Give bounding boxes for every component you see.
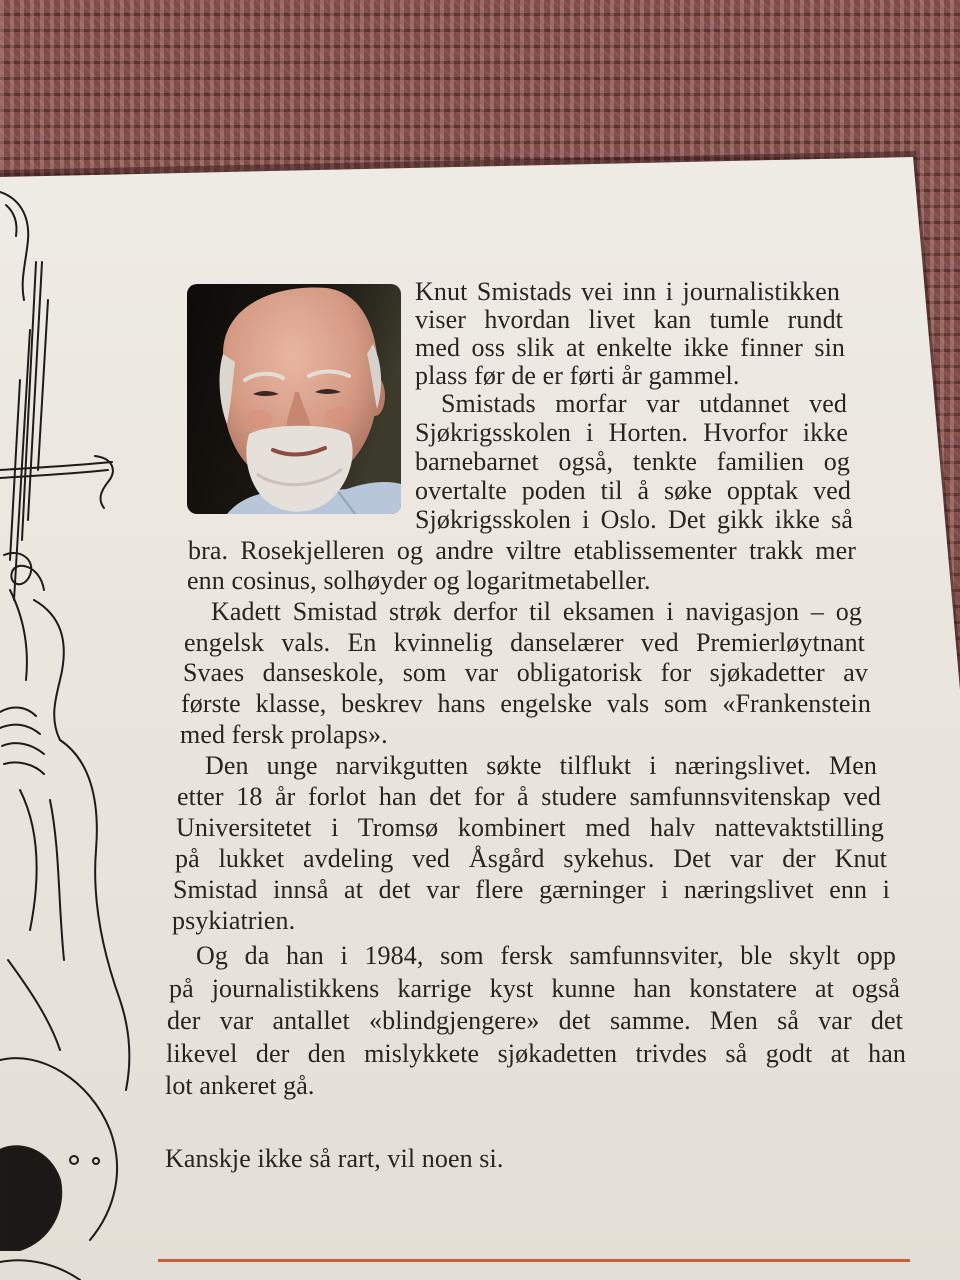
text-line: engelsk vals. En kvinnelig danselærer ved Premierløytnant [184,628,865,657]
text-line: Sjøkrigsskolen i Horten. Hvorfor ikke [415,418,848,447]
text-line: Smistads morfar var utdannet ved [441,389,847,418]
text-line: plass før de er førti år gammel. [415,361,740,390]
text-line: Kadett Smistad strøk derfor til eksamen i navigasjon – og [211,597,862,626]
text-line: Universitetet i Tromsø kombinert med halv nattevaktstilling [176,813,884,842]
text-line: Sjøkrigsskolen i Oslo. Det gikk ikke så [415,505,853,534]
text-line: enn cosinus, solhøyder og logaritmetabeller. [187,566,651,595]
text-line: Den unge narvikgutten søkte tilflukt i næringslivet. Men [205,751,877,780]
text-line: Smistad innså at det var flere gærninger i næringslivet enn i [173,875,890,904]
orange-rule [158,1259,910,1262]
text-line: bra. Rosekjelleren og andre viltre etablissementer trakk mer [188,536,856,565]
text-line: Og da han i 1984, som fersk samfunnsviter, ble skylt opp [196,941,896,970]
closing-line: Kanskje ikke så rart, vil noen si. [165,1144,504,1173]
text-line: overtalte poden til å søke opptak ved [415,476,851,505]
text-line: første klasse, beskrev hans engelske vals som «Frankenstein [181,689,871,718]
text-line: etter 18 år forlot han det for å studere samfunnsvitenskap ved [177,782,881,811]
text-line: med oss slik at enkelte ikke finner sin [415,333,845,362]
text-line: lot ankeret gå. [165,1071,315,1100]
text-line: likevel der den mislykkete sjøkadetten trivdes så godt at han [166,1039,906,1068]
text-line: barnebarnet også, tenkte familien og [415,447,850,476]
text-line: Svaes danseskole, som var obligatorisk for sjøkadetter av [183,658,868,687]
text-line: viser hvordan livet kan tumle rundt [415,305,843,334]
text-line: på journalistikkens karrige kyst kunne han konstatere at også [169,974,900,1003]
text-line: med fersk prolaps». [180,720,388,749]
text-line: på lukket avdeling ved Åsgård sykehus. Det var der Knut [175,844,887,873]
text-line: psykiatrien. [172,906,296,935]
text-line: Knut Smistads vei inn i journalistikken [415,277,840,306]
text-line: der var antallet «blindgjengere» det samme. Men så var det [167,1006,903,1035]
